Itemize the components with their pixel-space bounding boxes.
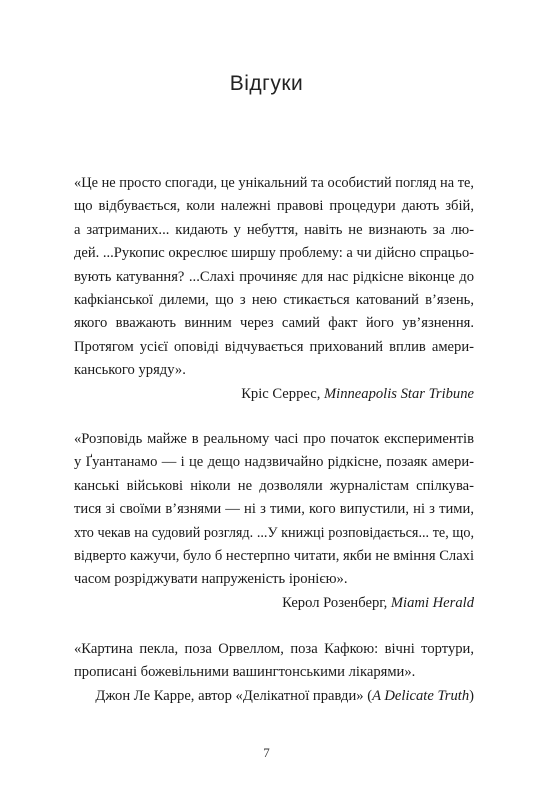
review-block (74, 428, 474, 615)
review-line: часом розріджувати напруженість іронією». (74, 571, 348, 588)
review-line: Протягом усієї оповіді відчувається прихований вплив амери- (74, 338, 474, 355)
review-attribution (74, 592, 474, 615)
review-source: A Delicate Truth (372, 687, 470, 704)
review-author: Джон Ле Карре, автор «Делікатної правди» ( (95, 687, 373, 704)
review-attribution-suffix: ) (469, 687, 474, 704)
review-author: Керол Розенберг, (282, 594, 391, 611)
review-line: якого вважають винним через самий факт його ув’язнення. (74, 315, 474, 332)
review-block (74, 172, 474, 406)
review-line: що відбувається, коли належні правові процедури дають збій, (74, 198, 474, 215)
review-line: відверто кажучи, було б нестерпно читати, якби не вміння Слахі (74, 548, 475, 565)
review-line: хто чекав на судовий розгляд. ...У книжці розповідається... те, що, (74, 524, 474, 541)
review-line: вують катування? ...Слахі прочиняє для нас рідкісне віконце до (74, 268, 474, 285)
review-line: «Розповідь майже в реальному часі про початок експериментів (74, 431, 474, 447)
review-line: «Картина пекла, поза Орвеллом, поза Кафкою: вічні тортури, (74, 641, 474, 657)
review-line: а затриманих... кидають у небуття, навіть не визнають за лю- (74, 221, 474, 238)
review-line: канського уряду». (74, 362, 186, 379)
review-source: Miami Herald (390, 594, 474, 611)
review-attribution (74, 685, 474, 708)
review-line: у Ґуантанамо — і це дещо надзвичайно рідкісне, позаяк амери- (74, 454, 474, 471)
review-block (74, 638, 474, 708)
page-title: Відгуки (229, 72, 304, 95)
review-attribution (74, 383, 474, 406)
review-line: тися зі своїми в’язнями — ні з тими, кого випустили, ні з тими, (74, 501, 474, 518)
review-line: дей. ...Рукопис окреслює ширшу проблему: а чи дійсно спрацьо- (74, 245, 474, 262)
review-line: «Це не просто спогади, це унікальний та особистий погляд на те, (74, 175, 474, 191)
review-line: кафкіанської дилеми, що з нею стикається катований в’язень, (74, 292, 474, 309)
review-line: канські військові ніколи не дозволяли журналістам спілкува- (74, 477, 474, 494)
review-source: Minneapolis Star Tribune (324, 385, 474, 402)
review-line: прописані божевільними вашингтонськими лікарями». (74, 664, 416, 681)
page-number: 7 (263, 745, 270, 760)
review-author: Кріс Серрес, (241, 385, 324, 402)
